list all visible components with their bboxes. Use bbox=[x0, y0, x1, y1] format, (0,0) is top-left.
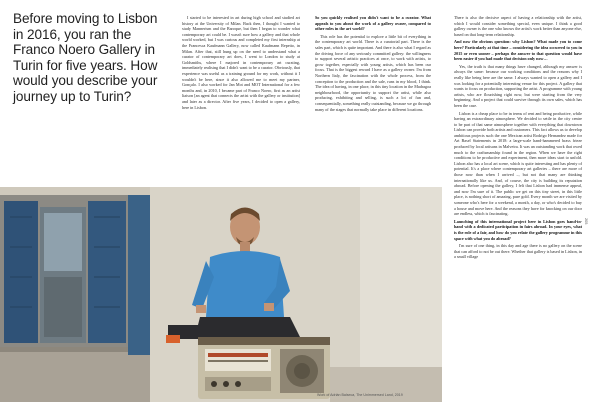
interview-question: So you quickly realised you didn't want to be a curator. What appeals to you about the work of a gallery owner, compared to other roles in the art world? bbox=[315, 15, 431, 32]
interview-question: Launching of this international project here in Lisbon goes hand-in-hand with a dedicated participation in fairs abroad. In your eyes, what is the role of a fair, and how do you relate the gallery programme in this space with what you do abroad? bbox=[454, 218, 582, 241]
gallery-scene-illustration bbox=[0, 187, 442, 402]
paragraph: There is also the decisive aspect of having a relationship with the artist, which I would consider something special, even unique. I think a good gallery owner is the one who knows the artist's work better than anyone else, based on that long-term relationship. bbox=[454, 15, 582, 37]
photo-caption: Work of Adrián Balseca, The Unimmersed Land, 2019 bbox=[317, 393, 403, 397]
blue-shutter-right bbox=[88, 201, 126, 343]
paragraph: This role has the potential to explore a little bit of everything in the contemporary art world. There is a curatorial part. There is the sales part, which is quite important. And there is also what I regard as the driving force of any seriously committed gallery: the willingness to support several artistic practices at once, to work with artists, to grow together, especially with young artists, which has been our focus. That is the biggest reward I have as a gallery owner. I'm from Northern Italy, the fascination with the whole process, from the conception to the production and the sale, runs in my blood, I think. The idea of having, in one place, in this tiny location in the Madragoa neighbourhood, the opportunity to support the artist, while also producing, exhibiting and selling, is such a lot of fun and, consequentially, something really outstanding, because we go through many of the stages that normally take place in different locations. bbox=[315, 33, 431, 112]
page-number: 205 bbox=[584, 218, 588, 225]
paragraph: Yes, the truth is that many things have changed, although my answer is always the same: because our working conditions and the reasons why I really like being here are the same. I always wanted to open a gallery and I was looking for a potentially interesting venue for this project. A gallery that wants to focus on production, supporting the artist. A programme with young artists, who are flourishing right now, but were starting from the very beginning. And a project that could survive through its own sales, which has been the case. bbox=[454, 63, 582, 108]
article-column-2 bbox=[315, 15, 431, 183]
gallery-owner-photo bbox=[0, 187, 442, 402]
interview-question-headline: Before moving to Lisbon in 2016, you ran the Franco Noero Gallery in Turin for five years. How would you describe your journey up to Turin? bbox=[13, 11, 158, 104]
sneaker bbox=[166, 335, 180, 343]
paragraph: I started to be interested in art during high school and studied art history at the University of Milan. Back then, I thought I wanted to study Mannerism and the Baroque, but then I began to wonder what contemporary art could be. I wasn't sure how a gallery and that whole world worked, but I was curious and completed my first internship at the Francesca Kaufmann Gallery, now called Kaufmann Repetto, in Milan. After that, still hung up on the need to understand what a curator of contemporary art does, I went to London to study at Goldsmiths, where I majored in contemporary art curating, immediately realising that I didn't want to be a curator. Obviously, that experience was useful as a training ground for my work, without it I wouldn't be here, since it also allowed me to meet my partner, Gonçalo. I also worked for Jan Mot and MOT International for a few months and, in 2010, I became part of Franco Noero, first as an artist liaison [an agent that connects the artist with the gallery or institution] and later as a director. After five years, I decided to open a gallery, here in Lisbon. bbox=[182, 15, 300, 110]
paragraph: Lisbon is a cheap place to be in terms of rent and being productive, while having an extraordinary atmosphere. We decided to settle in the city centre to be part of that same atmosphere together with everything that downtown Lisbon can provide both artists and customers. This fact allows us to develop ambitious projects such the one Mexican artist Rodrigo Hernandez made for Art Basel Statements in 2018: a large-scale hand-hammered brass frieze produced by local artisans in Malveira. It was an outstanding work that owed much to the craftsmanship found in the region. When we have the right conditions to be productive and experiment, then more ideas start to unfold. Lisbon also has a local art scene, which is quite interesting and has plenty of potential. It's a place where contemporary art galleries – there are more of those now than when I arrived –, but not that many are thinking internationally like us. And, of course, the city is building its reputation abroad. Before opening the gallery, I felt that Lisbon had immense appeal, and now I'm sure of it. The public we get on this tiny street, in this little place, is nothing short of amazing, pure gold. Every month we are visited by someone who's here for a weekend, a month, a day, or who's decided to buy a house and move here. And the reasons they have for knocking on our door are endless, which is fascinating. bbox=[454, 110, 582, 217]
interview-question: And now the obvious question: why Lisbon? What made you to come here? Particularly at that time – considering the idea occurred to you in 2015 or even sooner – perhaps the answer to that question would have been easier if you had made that decision only now… bbox=[454, 39, 582, 62]
paragraph: I'm sure of one thing, in this day and age there is no gallery on the scene that can afford to not be out there. Whether that gallery is based in Lisbon, in a small village bbox=[454, 243, 582, 260]
article-column-3 bbox=[454, 15, 582, 399]
article-column-1 bbox=[182, 15, 300, 183]
blue-shutter-left bbox=[4, 201, 38, 343]
